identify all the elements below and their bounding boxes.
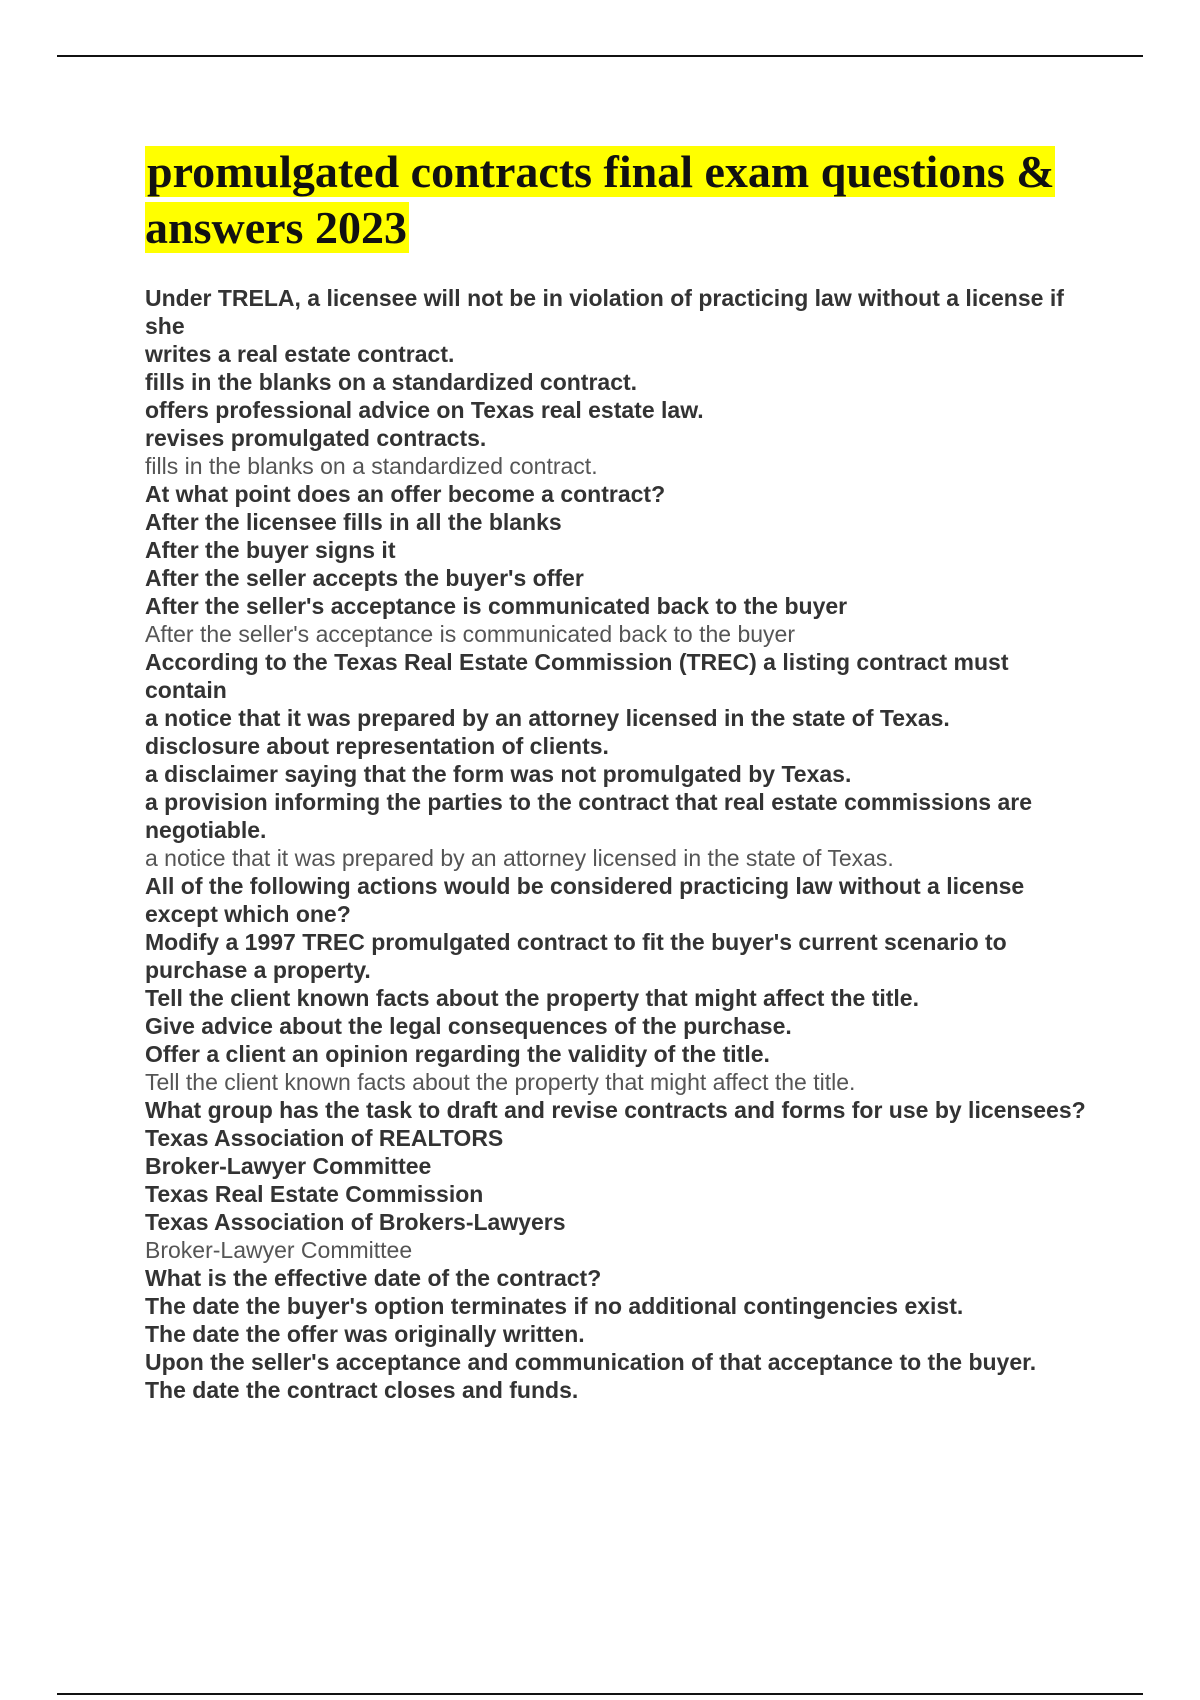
answer-option: writes a real estate contract.: [145, 341, 455, 367]
answer-option: fills in the blanks on a standardized contract.: [145, 369, 638, 395]
question-text: According to the Texas Real Estate Commission (TREC) a listing contract must contain: [145, 649, 1009, 703]
answer-option: Offer a client an opinion regarding the validity of the title.: [145, 1041, 770, 1067]
answer-option: Upon the seller's acceptance and communication of that acceptance to the buyer.: [145, 1349, 1037, 1375]
answer-option: a notice that it was prepared by an attorney licensed in the state of Texas.: [145, 705, 950, 731]
answer-option: Texas Association of Brokers-Lawyers: [145, 1209, 566, 1235]
answer-option: The date the buyer's option terminates if no additional contingencies exist.: [145, 1293, 964, 1319]
correct-answer: Broker-Lawyer Committee: [145, 1237, 413, 1263]
question-text: What group has the task to draft and revise contracts and forms for use by licensees?: [145, 1097, 1086, 1123]
answer-option: The date the offer was originally written.: [145, 1321, 585, 1347]
answer-option: revises promulgated contracts.: [145, 425, 487, 451]
answer-option: a provision informing the parties to the contract that real estate commissions are negotiable.: [145, 789, 1032, 843]
correct-answer: Tell the client known facts about the property that might affect the title.: [145, 1069, 856, 1095]
qa-section: [145, 284, 1090, 1404]
answer-option: Texas Association of REALTORS: [145, 1125, 504, 1151]
answer-option: After the seller accepts the buyer's offer: [145, 565, 584, 591]
answer-option: Texas Real Estate Commission: [145, 1181, 484, 1207]
header-divider: [57, 55, 1143, 57]
footer-divider: [57, 1693, 1143, 1695]
answer-option: The date the contract closes and funds.: [145, 1377, 579, 1403]
correct-answer: a notice that it was prepared by an attorney licensed in the state of Texas.: [145, 845, 894, 871]
answer-option: Modify a 1997 TREC promulgated contract to fit the buyer's current scenario to purchase a property.: [145, 929, 1007, 983]
answer-option: After the licensee fills in all the blanks: [145, 509, 562, 535]
answer-option: Tell the client known facts about the property that might affect the title.: [145, 985, 919, 1011]
answer-option: a disclaimer saying that the form was not promulgated by Texas.: [145, 761, 852, 787]
question-text: Under TRELA, a licensee will not be in violation of practicing law without a license if she: [145, 285, 1064, 339]
answer-option: After the seller's acceptance is communicated back to the buyer: [145, 593, 848, 619]
answer-option: Give advice about the legal consequences of the purchase.: [145, 1013, 792, 1039]
document-title: [145, 144, 1105, 256]
document-title-highlight: promulgated contracts final exam questions & answers 2023: [145, 146, 1055, 253]
answer-option: offers professional advice on Texas real estate law.: [145, 397, 704, 423]
correct-answer: After the seller's acceptance is communicated back to the buyer: [145, 621, 795, 647]
correct-answer: fills in the blanks on a standardized contract.: [145, 453, 598, 479]
answer-option: Broker-Lawyer Committee: [145, 1153, 432, 1179]
answer-option: disclosure about representation of clients.: [145, 733, 609, 759]
question-text: What is the effective date of the contract?: [145, 1265, 602, 1291]
answer-option: After the buyer signs it: [145, 537, 396, 563]
question-text: All of the following actions would be considered practicing law without a license except which one?: [145, 873, 1025, 927]
question-text: At what point does an offer become a contract?: [145, 481, 666, 507]
